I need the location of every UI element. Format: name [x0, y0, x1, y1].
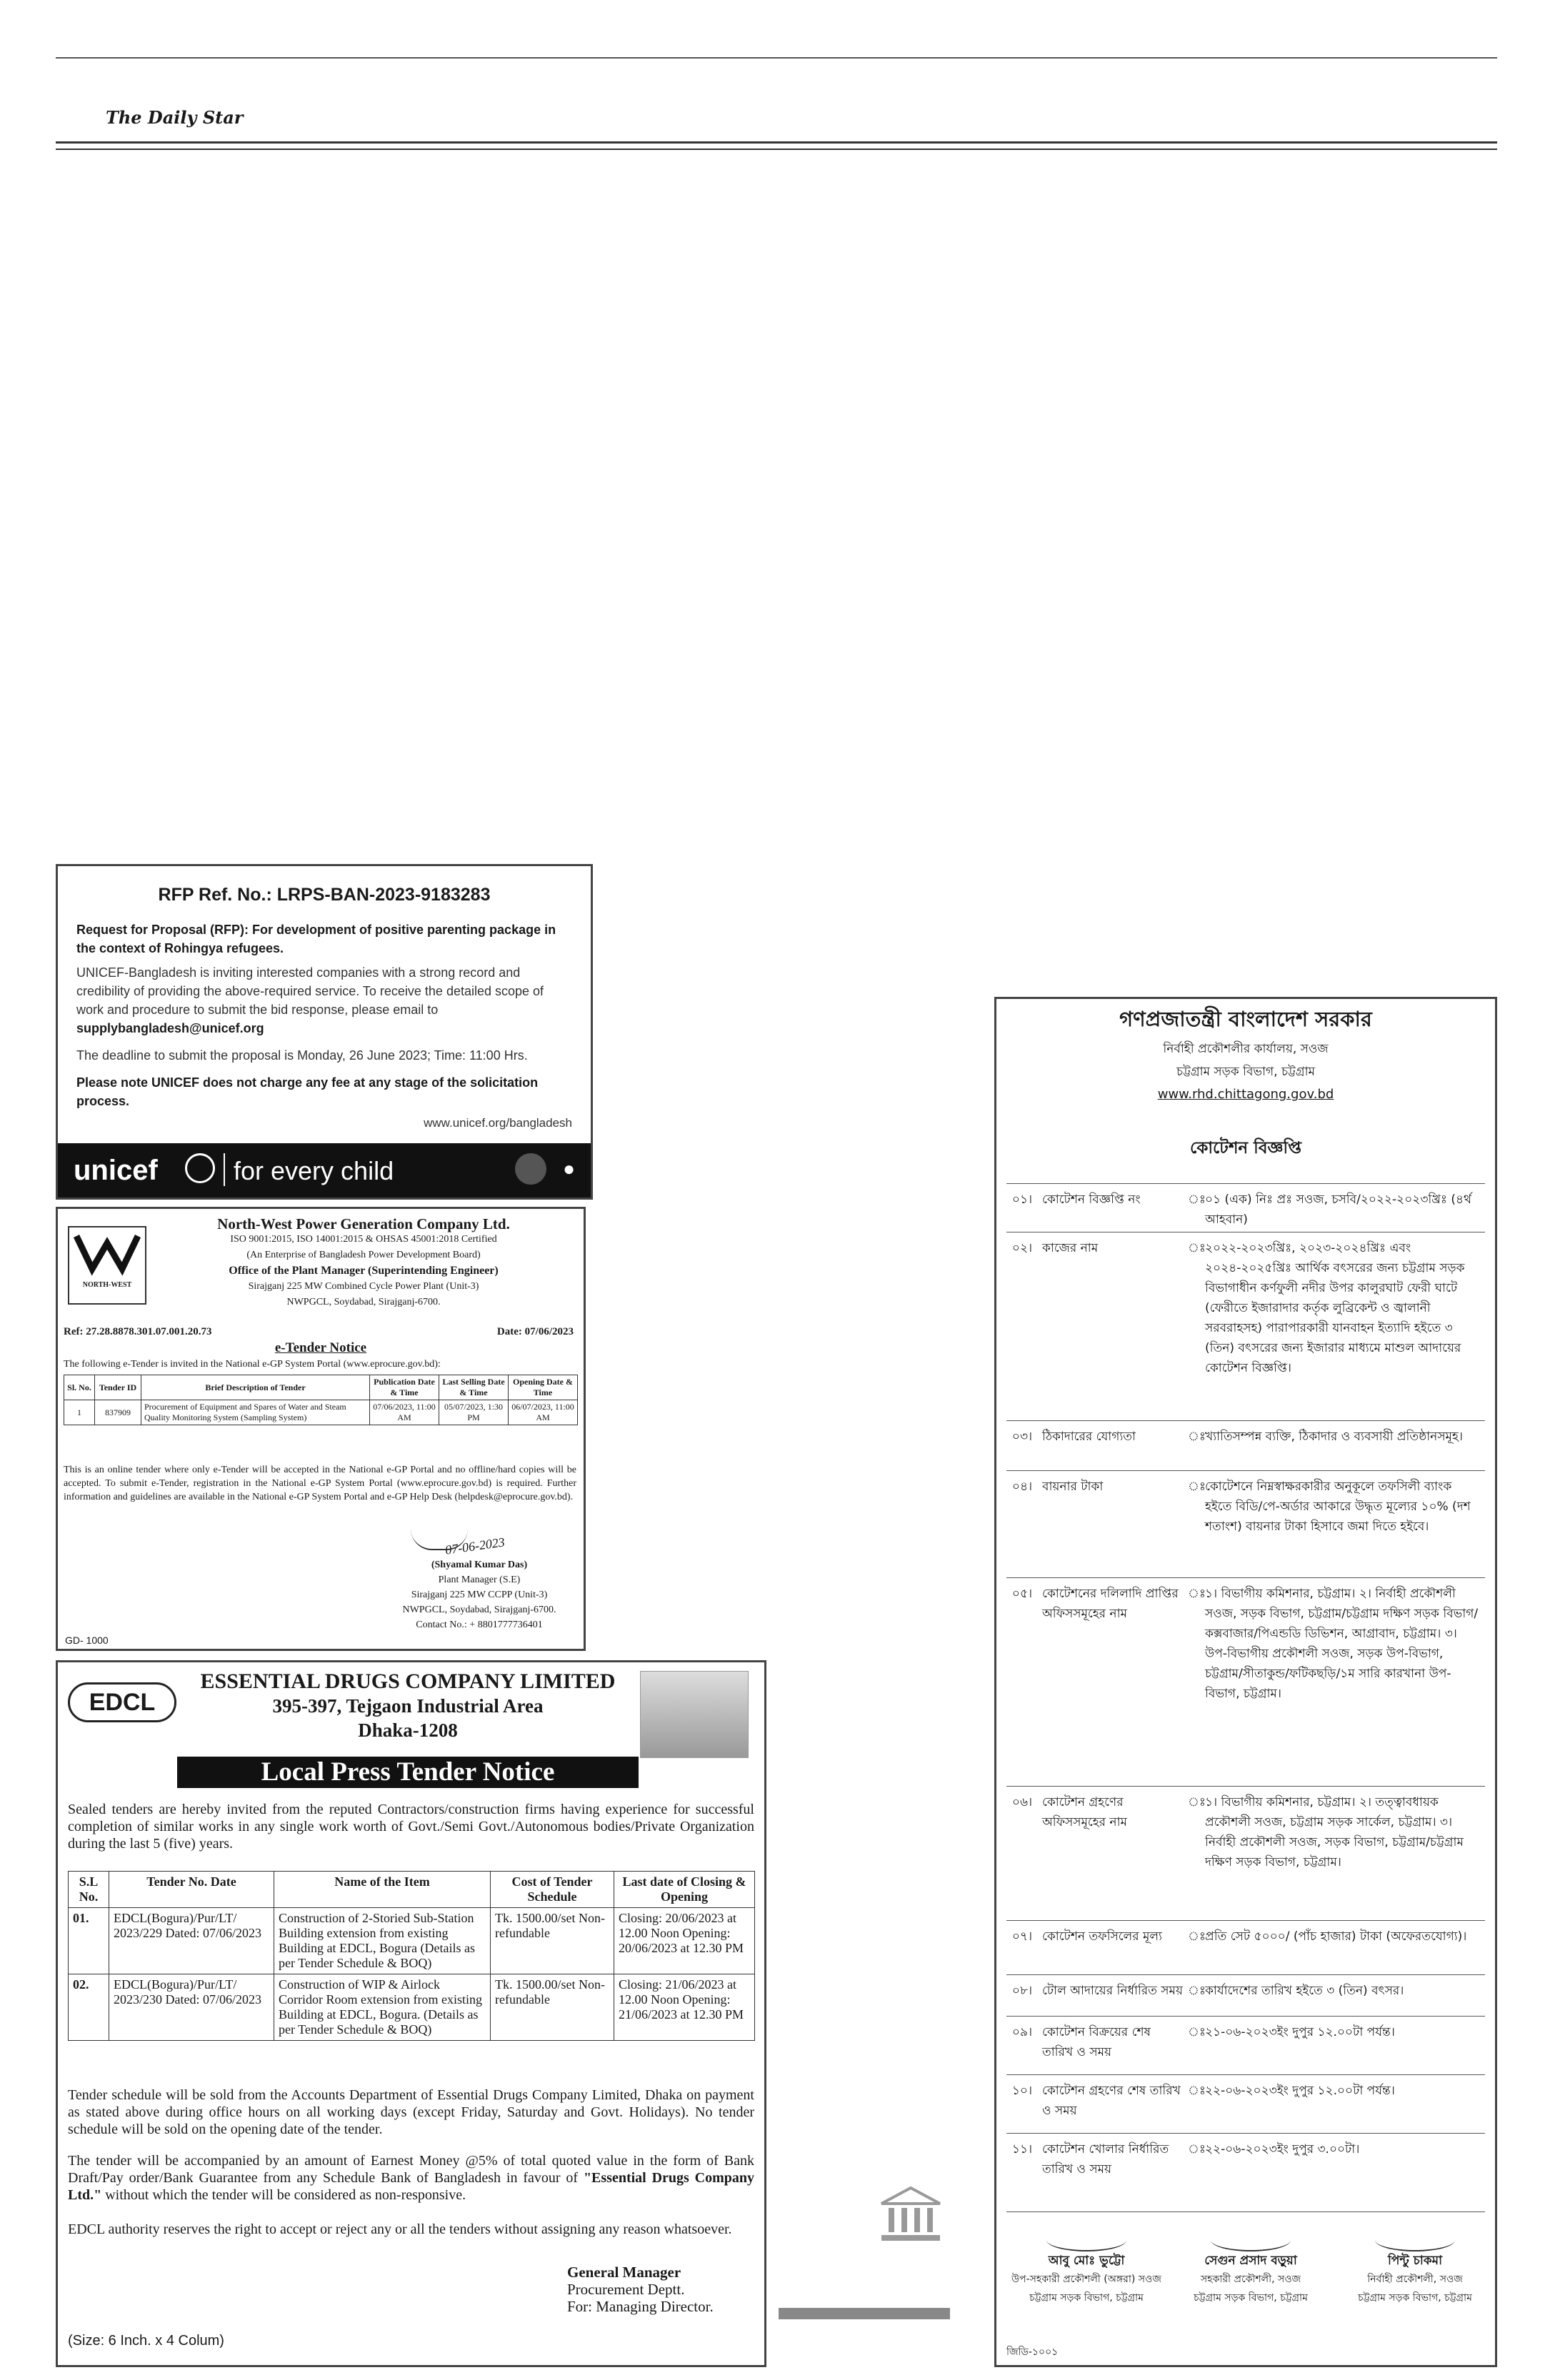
nwpgcl-office: Office of the Plant Manager (Superintending Engineer) [229, 1265, 499, 1277]
table-cell: Procurement of Equipment and Spares of Water and Steam Quality Monitoring System (Sampling System) [141, 1400, 370, 1425]
edcl-address2: Dhaka-1208 [358, 1719, 458, 1741]
row-colon: ঃ [1188, 1984, 1206, 1998]
table-cell: Tk. 1500.00/set Non-refundable [491, 1974, 614, 2041]
globe-icon [185, 1153, 215, 1183]
nwpgcl-logo-text: NORTH-WEST [82, 1281, 132, 1289]
row-value: ১। বিভাগীয় কমিশনার, চট্টগ্রাম। ২। তত্ত্বাবধায়ক প্রকৌশলী সওজ, চট্টগ্রাম সড়ক সার্কেল, চট্টগ্রাম। ৩। নির্বাহী প্রকৌশলী সওজ, সড়ক বিভাগ, চট্টগ্রাম/চট্টগ্রাম দক্ষিণ সড়ক বিভাগ, চট্টগ্রাম। [1205, 1795, 1464, 1869]
row-value: ০১ (এক) নিঃ প্রঃ সওজ, চসবি/২০২২-২০২৩খ্রিঃ (৪র্থ আহবান) [1205, 1192, 1472, 1227]
row-colon: ঃ [1188, 2084, 1206, 2098]
edcl-intro: Sealed tenders are hereby invited from the reputed Contractors/construction firms having experience for successful completion of similar works in any single work worth of Govt./Semi Govt./Autonomous bodies/Private Organization during the last 5 (five) years. [68, 1802, 754, 1852]
row-number: ০১। [1011, 1192, 1033, 1207]
quotation-notice [994, 997, 1497, 2367]
table-row [69, 1974, 755, 2041]
nwpgcl-date: Date: 07/06/2023 [496, 1326, 574, 1337]
signer-name: সেগুন প্রসাদ বড়ুয়া [1204, 2254, 1297, 2268]
edcl-para2-tail: without which the tender will be considered as non-responsive. [105, 2187, 466, 2203]
table-row [1006, 1974, 1485, 1998]
edcl-para3: EDCL authority reserves the right to accept or reject any or all the tenders without assigning any reason whatsoever. [68, 2221, 732, 2237]
table-cell: 06/07/2023, 11:00 AM [509, 1400, 578, 1425]
table-cell: 1 [64, 1400, 95, 1425]
table-cell: EDCL(Bogura)/Pur/LT/ 2023/230 Dated: 07/06/2023 [109, 1974, 274, 2041]
row-label: কোটেশন গ্রহণের শেষ তারিখ ও সময় [1042, 2084, 1181, 2118]
table-row [1006, 1420, 1485, 1444]
signer-title: Plant Manager (S.E) [438, 1575, 521, 1585]
w-logo-icon [69, 1227, 145, 1277]
unicef-website[interactable]: www.unicef.org/bangladesh [424, 1116, 572, 1130]
row-number: ০৬। [1011, 1795, 1033, 1809]
notice-title: কোটেশন বিজ্ঞপ্তি [1189, 1139, 1302, 1158]
header-rule [56, 141, 1497, 144]
signer-plant: Sirajganj 225 MW CCPP (Unit-3) [411, 1590, 548, 1600]
table-cell: Tk. 1500.00/set Non-refundable [491, 1908, 614, 1974]
gray-bar [779, 2308, 950, 2319]
table-cell: Closing: 21/06/2023 at 12.00 Noon Opening: 21/06/2023 at 12.30 PM [614, 1974, 755, 2041]
row-label: কোটেশন গ্রহণের অফিসসমূহের নাম [1042, 1795, 1127, 1829]
table-row [1006, 1183, 1485, 1227]
nwpgcl-title: e-Tender Notice [274, 1340, 367, 1355]
row-colon: ঃ [1188, 1192, 1206, 1207]
signature-date: 07-06-2023 [444, 1535, 506, 1557]
building-icon [879, 2185, 943, 2246]
signer-name: (Shyamal Kumar Das) [431, 1560, 528, 1570]
nwpgcl-intro: The following e-Tender is invited in the National e-GP System Portal (www.eprocure.gov.bd): [64, 1359, 441, 1370]
banner-divider [224, 1153, 225, 1186]
unicef-tagline: for every child [234, 1156, 394, 1185]
rfp-ref: RFP Ref. No.: LRPS-BAN-2023-9183283 [158, 885, 491, 905]
table-header: Tender No. Date [109, 1872, 274, 1908]
table-cell: 05/07/2023, 1:30 PM [439, 1400, 509, 1425]
row-label: টোল আদায়ের নির্ধারিত সময় [1042, 1984, 1183, 1998]
nwpgcl-name: North-West Power Generation Company Ltd. [217, 1215, 510, 1232]
signer-place: চট্টগ্রাম সড়ক বিভাগ, চট্টগ্রাম [1358, 2292, 1472, 2304]
edcl-address1: 395-397, Tejgaon Industrial Area [272, 1695, 544, 1717]
table-cell: Closing: 20/06/2023 at 12.00 Noon Opening: 20/06/2023 at 12.30 PM [614, 1908, 755, 1974]
row-colon: ঃ [1188, 2025, 1206, 2039]
row-value: খ্যাতিসম্পন্ন ব্যক্তি, ঠিকাদার ও ব্যবসায়ী প্রতিষ্ঠানসমূহ। [1205, 1430, 1463, 1444]
nwpgcl-note: This is an online tender where only e-Tender will be accepted in the National e-GP Portal and no offline/hard copies will be accepted. To submit e-Tender, registration in the National e-GP System Portal (www.eprocure.gov.bd) is required. Further information and guidelines are available in the National e-GP System Portal and e-GP Help Desk (helpdesk@eprocure.gov.bd). [64, 1465, 576, 1502]
table-cell: EDCL(Bogura)/Pur/LT/ 2023/229 Dated: 07/06/2023 [109, 1908, 274, 1974]
row-label: ঠিকাদারের যোগ্যতা [1042, 1430, 1136, 1444]
table-row [69, 1908, 755, 1974]
nwpgcl-ad [56, 1207, 586, 1651]
row-colon: ঃ [1188, 2142, 1206, 2156]
unicef-ad [56, 864, 593, 1200]
row-value: ২২-০৬-২০২৩ইং দুপুর ৩.০০টা। [1205, 2142, 1360, 2156]
row-number: ১০। [1011, 2084, 1033, 2098]
table-cell: 01. [69, 1908, 109, 1974]
edcl-dept: Procurement Deptt. [567, 2281, 685, 2298]
gov-title: গণপ্রজাতন্ত্রী বাংলাদেশ সরকার [1119, 1007, 1372, 1031]
table-header: S.L No. [69, 1872, 109, 1908]
table-row [1006, 1470, 1485, 1534]
row-colon: ঃ [1188, 1929, 1206, 1944]
row-number: ০৭। [1011, 1929, 1033, 1944]
edcl-gm: General Manager [567, 2264, 681, 2281]
signer-title: উপ-সহকারী প্রকৌশলী (অঙ্গরা) সওজ [1011, 2274, 1161, 2285]
nwpgcl-table [64, 1375, 578, 1425]
signer-name: পিন্টু চাকমা [1387, 2254, 1443, 2268]
row-value: ২১-০৬-২০২৩ইং দুপুর ১২.০০টা পর্যন্ত। [1205, 2025, 1395, 2039]
signer-title: নির্বাহী প্রকৌশলী, সওজ [1367, 2274, 1463, 2285]
edcl-para1: Tender schedule will be sold from the Accounts Department of Essential Drugs Company Limited, Dhaka on payment as stated above during office hours on all working days (except Friday, Saturday and Govt. Holidays). No tender schedule will be sold on the opening date of the tender. [68, 2087, 754, 2137]
gd-code: GD- 1000 [65, 1635, 109, 1646]
masthead: The Daily Star [106, 107, 244, 128]
row-label: কাজের নাম [1042, 1241, 1099, 1255]
top-rule [56, 57, 1497, 59]
row-number: ০৫। [1011, 1587, 1033, 1601]
signer-contact: Contact No.: + 8801777736401 [416, 1620, 543, 1630]
apple-icon: ● [563, 1158, 575, 1180]
row-number: ০৯। [1011, 2025, 1033, 2039]
edcl-name: ESSENTIAL DRUGS COMPANY LIMITED [200, 1669, 616, 1693]
table-row [1006, 2133, 1485, 2176]
row-colon: ঃ [1188, 1795, 1206, 1809]
notice-code: জিডি-১০০১ [1006, 2346, 1059, 2358]
portrait-logo [640, 1671, 749, 1758]
table-cell: Construction of WIP & Airlock Corridor Room extension from existing Building at EDCL, Bogura. (Details as per Tender Schedule & BOQ) [274, 1974, 491, 2041]
table-row [1006, 1786, 1485, 1869]
row-value: ২০২২-২০২৩খ্রিঃ, ২০২৩-২০২৪খ্রিঃ এবং ২০২৪-২০২৫খ্রিঃ আর্থিক বৎসরের জন্য চট্টগ্রাম সড়ক বিভাগাধীন কর্ণফুলী নদীর উপর কালুরঘাট ফেরী ঘাটে (ফেরীতে ইজারাদার কর্তৃক লুব্রিকেন্ট ও জ্বালানী সরবরাহসহ) পারাপারকারী যানবাহন ইত্যাদি হইতে ৩ (তিন) বৎসরের জন্য ইজারার মাধ্যমে মাশুল আদায়ের কোটেশন বিজ্ঞপ্তি। [1205, 1241, 1465, 1375]
table-header: Opening Date & Time [509, 1375, 578, 1400]
rfp-note: Please note UNICEF does not charge any fee at any stage of the solicitation process. [76, 1075, 539, 1108]
row-number: ০৪। [1011, 1480, 1033, 1494]
signer-block [1175, 2229, 1326, 2307]
row-number: ১১। [1011, 2142, 1033, 2156]
signer-name: আবু মোঃ ভুট্টো [1048, 2254, 1125, 2268]
table-cell: 837909 [95, 1400, 141, 1425]
table-header: Publication Date & Time [370, 1375, 439, 1400]
table-header: Cost of Tender Schedule [491, 1872, 614, 1908]
rfp-email[interactable]: supplybangladesh@unicef.org [76, 1021, 264, 1035]
edcl-para2-text: The tender will be accompanied by an amount of Earnest Money @5% of total quoted value in the form of Bank Draft/Pay order/Bank Guarantee from any Schedule Bank of Bangladesh in favour of [68, 2153, 754, 2186]
table-row [64, 1400, 578, 1425]
signer-block [1339, 2229, 1491, 2307]
table-cell: 02. [69, 1974, 109, 2041]
game-icon [515, 1153, 546, 1185]
nwpgcl-plant: Sirajganj 225 MW Combined Cycle Power Plant (Unit-3) [248, 1281, 479, 1292]
signature-mark [1211, 2229, 1291, 2251]
row-label: কোটেশন বিজ্ঞপ্তি নং [1042, 1192, 1141, 1207]
row-label: কোটেশন তফসিলের মূল্য [1042, 1929, 1162, 1944]
table-header: Last date of Closing & Opening [614, 1872, 755, 1908]
edcl-company-ref: "Essential Drugs Company Ltd." [68, 2170, 755, 2203]
table-row [1006, 2016, 1485, 2059]
unicef-brand: unicef [74, 1155, 158, 1186]
row-value: কোটেশনে নিম্নস্বাক্ষরকারীর অনুকূলে তফসিলী ব্যাংক হইতে বিডি/পে-অর্ডার আকারে উদ্ধৃত মূল্যের ১০% (দশ শতাংশ) বায়নার টাকা হিসাবে জমা দিতে হইবে। [1205, 1480, 1471, 1534]
row-value: কার্যাদেশের তারিখ হইতে ৩ (তিন) বৎসর। [1205, 1984, 1404, 1998]
rfp-deadline: The deadline to submit the proposal is Monday, 26 June 2023; Time: 11:00 Hrs. [76, 1048, 528, 1063]
row-label: কোটেশনের দলিলাদি প্রাপ্তির অফিসসমূহের নাম [1042, 1587, 1179, 1621]
table-header: Last Selling Date & Time [439, 1375, 509, 1400]
nwpgcl-ref: Ref: 27.28.8878.301.07.001.20.73 [64, 1326, 212, 1337]
table-header: Brief Description of Tender [141, 1375, 370, 1400]
row-colon: ঃ [1188, 1241, 1206, 1255]
table-cell: Construction of 2-Storied Sub-Station Building extension from existing Building at EDCL, Bogura (Details as per Tender Schedule & BOQ) [274, 1908, 491, 1974]
row-number: ০৮। [1011, 1984, 1033, 1998]
row-value: ২২-০৬-২০২৩ইং দুপুর ১২.০০টা পর্যন্ত। [1205, 2084, 1395, 2098]
table-cell: 07/06/2023, 11:00 AM [370, 1400, 439, 1425]
row-label: কোটেশন বিক্রয়ের শেষ তারিখ ও সময় [1042, 2025, 1151, 2059]
table-header: Tender ID [95, 1375, 141, 1400]
row-bottom-border [1006, 2211, 1485, 2212]
rfp-body: UNICEF-Bangladesh is inviting interested companies with a strong record and credibility of providing the above-required service. To receive the detailed scope of work and procedure to submit the bid response, please email to [76, 965, 544, 1017]
row-label: বায়নার টাকা [1042, 1480, 1104, 1494]
table-header: Sl. No. [64, 1375, 95, 1400]
table-row [1006, 2074, 1485, 2118]
nwpgcl-cert: ISO 9001:2015, ISO 14001:2015 & OHSAS 45001:2018 Certified [230, 1234, 497, 1245]
gov-division: চট্টগ্রাম সড়ক বিভাগ, চট্টগ্রাম [1176, 1065, 1315, 1079]
signer-place: চট্টগ্রাম সড়ক বিভাগ, চট্টগ্রাম [1029, 2292, 1144, 2304]
signature-mark [1375, 2229, 1455, 2251]
nwpgcl-address: NWPGCL, Soydabad, Sirajganj-6700. [286, 1297, 441, 1307]
header-rule-2 [56, 149, 1497, 150]
edcl-size: (Size: 6 Inch. x 4 Colum) [68, 2333, 224, 2349]
nwpgcl-logo [68, 1226, 146, 1305]
edcl-title: Local Press Tender Notice [177, 1757, 639, 1788]
signer-place: চট্টগ্রাম সড়ক বিভাগ, চট্টগ্রাম [1194, 2292, 1308, 2304]
edcl-ad [56, 1660, 766, 2367]
signer-address: NWPGCL, Soydabad, Sirajganj-6700. [402, 1605, 556, 1615]
unicef-banner [58, 1143, 591, 1197]
row-label: কোটেশন খোলার নির্ধারিত তারিখ ও সময় [1042, 2142, 1169, 2176]
signature-mark [1046, 2229, 1126, 2251]
gov-website[interactable]: www.rhd.chittagong.gov.bd [1157, 1087, 1334, 1102]
signer-title: সহকারী প্রকৌশলী, সওজ [1200, 2274, 1301, 2285]
edcl-logo: EDCL [68, 1682, 176, 1722]
row-number: ০২। [1011, 1241, 1033, 1255]
nwpgcl-enterprise: (An Enterprise of Bangladesh Power Development Board) [246, 1250, 481, 1260]
table-row [1006, 1920, 1485, 1944]
row-number: ০৩। [1011, 1430, 1033, 1444]
rfp-heading: Request for Proposal (RFP): For development of positive parenting package in the context of Rohingya refugees. [76, 923, 556, 955]
gov-office: নির্বাহী প্রকৌশলীর কার্যালয়, সওজ [1163, 1042, 1329, 1056]
edcl-para2 [68, 2152, 754, 2204]
table-row [1006, 1577, 1485, 1701]
signer-block [1011, 2229, 1162, 2307]
table-header: Name of the Item [274, 1872, 491, 1908]
row-value: প্রতি সেট ৫০০০/ (পাঁচ হাজার) টাকা (অফেরতযোগ্য)। [1205, 1929, 1467, 1944]
row-value: ১। বিভাগীয় কমিশনার, চট্টগ্রাম। ২। নির্বাহী প্রকৌশলী সওজ, সড়ক বিভাগ, চট্টগ্রাম/চট্টগ্রাম দক্ষিণ সড়ক বিভাগ/কক্সবাজার/পিএন্ডডি ডিভিশন, আগ্রাবাদ, চট্টগ্রাম। ৩। উপ-বিভাগীয় প্রকৌশলী সওজ, সড়ক উপ-বিভাগ, চট্টগ্রাম/সীতাকুন্ড/ফটিকছড়ি/১ম সারি কারখানা উপ-বিভাগ, চট্টগ্রাম। [1205, 1587, 1479, 1701]
row-colon: ঃ [1188, 1480, 1206, 1494]
row-colon: ঃ [1188, 1430, 1206, 1444]
edcl-for: For: Managing Director. [567, 2298, 714, 2315]
row-colon: ঃ [1188, 1587, 1206, 1601]
edcl-table [68, 1871, 755, 2041]
